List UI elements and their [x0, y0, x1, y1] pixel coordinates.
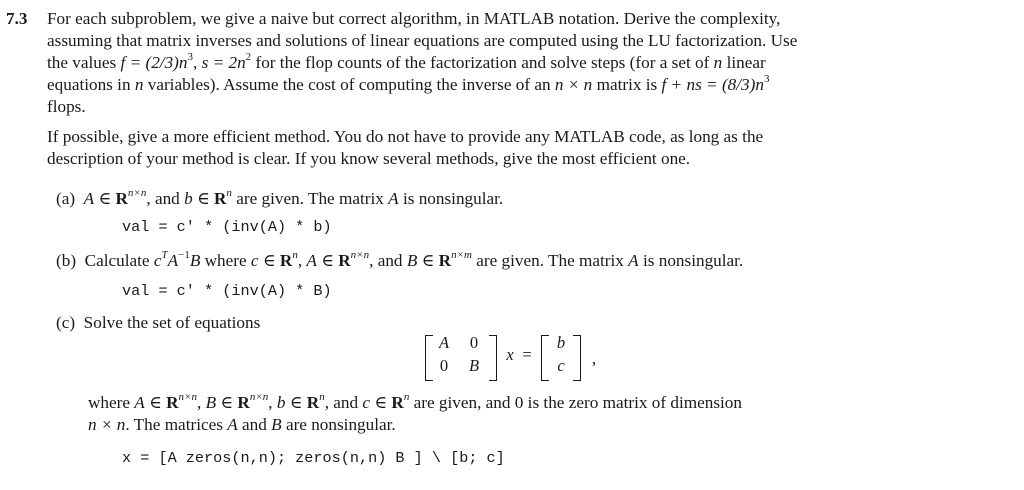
part-c-text: (c) Solve the set of equations — [56, 313, 261, 332]
para2-line-2: description of your method is clear. If you know several methods, give the most efficient one. — [47, 149, 691, 168]
matrix-right-bracket — [489, 335, 497, 381]
rhs-left-bracket — [541, 335, 549, 381]
unknown-x: x — [506, 345, 514, 364]
rhs-right-bracket — [573, 335, 581, 381]
part-a-text: (a) A ∈ $R^{n\times n}$, and b ∈ $R^n$ are given. The matrix A is nonsingular. — [56, 187, 504, 208]
matrix-cell-b: B — [468, 356, 480, 375]
intro-line-5: flops. — [47, 97, 86, 116]
intro-line-4: equations in n variables). Assume the cost of computing the inverse of an n × n matrix is f + ns = $(8/3)n^3$ — [47, 73, 770, 94]
para2-line-1: If possible, give a more efficient method. You do not have to provide any MATLAB code, as long as the — [47, 127, 764, 146]
intro-line-1: For each subproblem, we give a naive but correct algorithm, in MATLAB notation. Derive the complexity, — [47, 9, 781, 28]
part-a-code: val = c' * (inv(A) * b) — [122, 218, 332, 236]
part-c-code: x = [A zeros(n,n); zeros(n,n) B ] \ [b; c] — [122, 449, 505, 467]
part-b-text: (b) Calculate $c^TA^{-1}B$ where c ∈ $R^n$, A ∈ $R^{n\times n}$, and B ∈ $R^{n\times m}$ are given. The matrix A is nonsingular. — [56, 249, 744, 270]
matrix-cell-0-bottom: 0 — [439, 356, 449, 375]
part-c-line-2: n × n. The matrices A and B are nonsingular. — [88, 415, 396, 434]
part-b-code: val = c' * (inv(A) * B) — [122, 282, 332, 300]
matrix-cell-a: A — [438, 333, 450, 352]
rhs-b: b — [556, 333, 566, 352]
problem-number: 7.3 — [6, 9, 28, 28]
part-c-where-line: where A ∈ $R^{n\times n}$, B ∈ $R^{n\times n}$, b ∈ $R^n$, and c ∈ $R^n$ are given, and 0 is the zero matrix of dimension — [88, 391, 742, 412]
matrix-cell-0-top: 0 — [469, 333, 479, 352]
intro-line-2: assuming that matrix inverses and solutions of linear equations are computed using the LU factorization. Use — [47, 31, 798, 50]
equals-sign: = — [522, 345, 532, 364]
rhs-c: c — [557, 356, 565, 375]
intro-line-3: the values $f = (2/3)n^3$, $s = 2n^2$ for the flop counts of the factorization and solve steps (for a set of n linear — [47, 51, 766, 72]
equation-comma: , — [591, 349, 597, 368]
matrix-left-bracket — [425, 335, 433, 381]
